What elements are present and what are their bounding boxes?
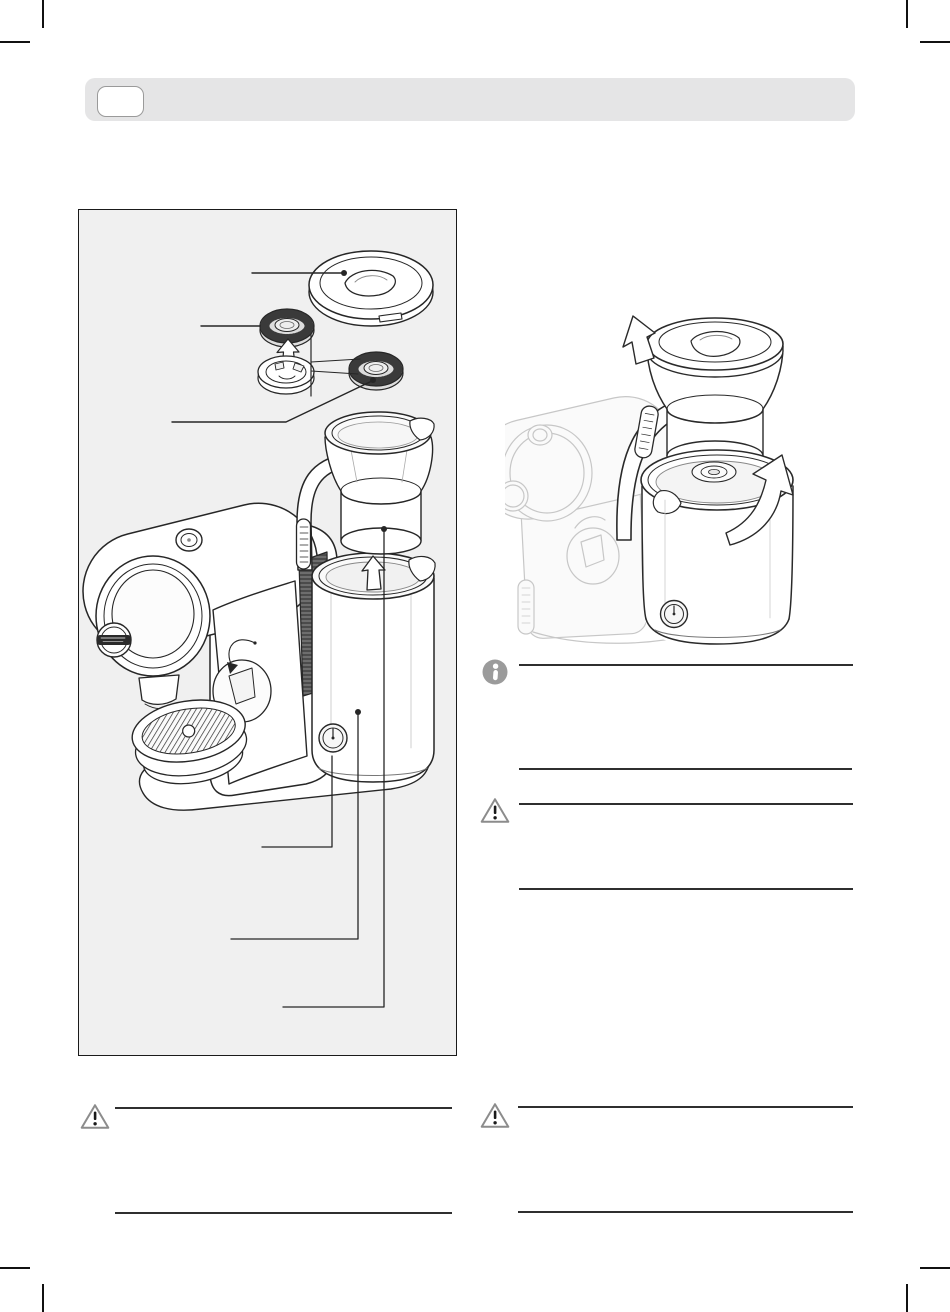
section-number-box (97, 86, 144, 117)
exploded-view-illustration (79, 210, 456, 1055)
frother-button (661, 601, 688, 628)
lifted-frother-unit (647, 318, 783, 471)
warning-icon (480, 1102, 510, 1129)
warning-icon (80, 1103, 110, 1130)
info-icon (482, 659, 508, 685)
crop-mark (42, 0, 44, 28)
frother-removal-figure (505, 288, 805, 648)
frother-button (319, 724, 347, 752)
brand-badge (97, 623, 131, 657)
heating-plate (692, 462, 736, 482)
crop-mark (42, 1284, 44, 1312)
crop-mark (0, 1267, 30, 1269)
warning-note (480, 797, 853, 889)
crop-mark (906, 1284, 908, 1312)
warning-note (480, 1102, 853, 1212)
power-button (176, 529, 202, 551)
warning-icon (480, 797, 510, 824)
arm-logo-badge (297, 519, 311, 569)
section-header-bar (85, 78, 855, 121)
whisk-holder (258, 356, 314, 394)
frother-lid (309, 251, 433, 326)
exploded-view-panel (78, 209, 457, 1056)
info-note (482, 659, 853, 769)
crop-mark (920, 1267, 950, 1269)
warning-note (80, 1103, 452, 1213)
crop-mark (0, 41, 30, 43)
spare-whisk (349, 352, 403, 390)
crop-mark (920, 41, 950, 43)
crop-mark (906, 0, 908, 28)
frother-removal-illustration (505, 288, 805, 648)
frother-jug (325, 412, 434, 554)
